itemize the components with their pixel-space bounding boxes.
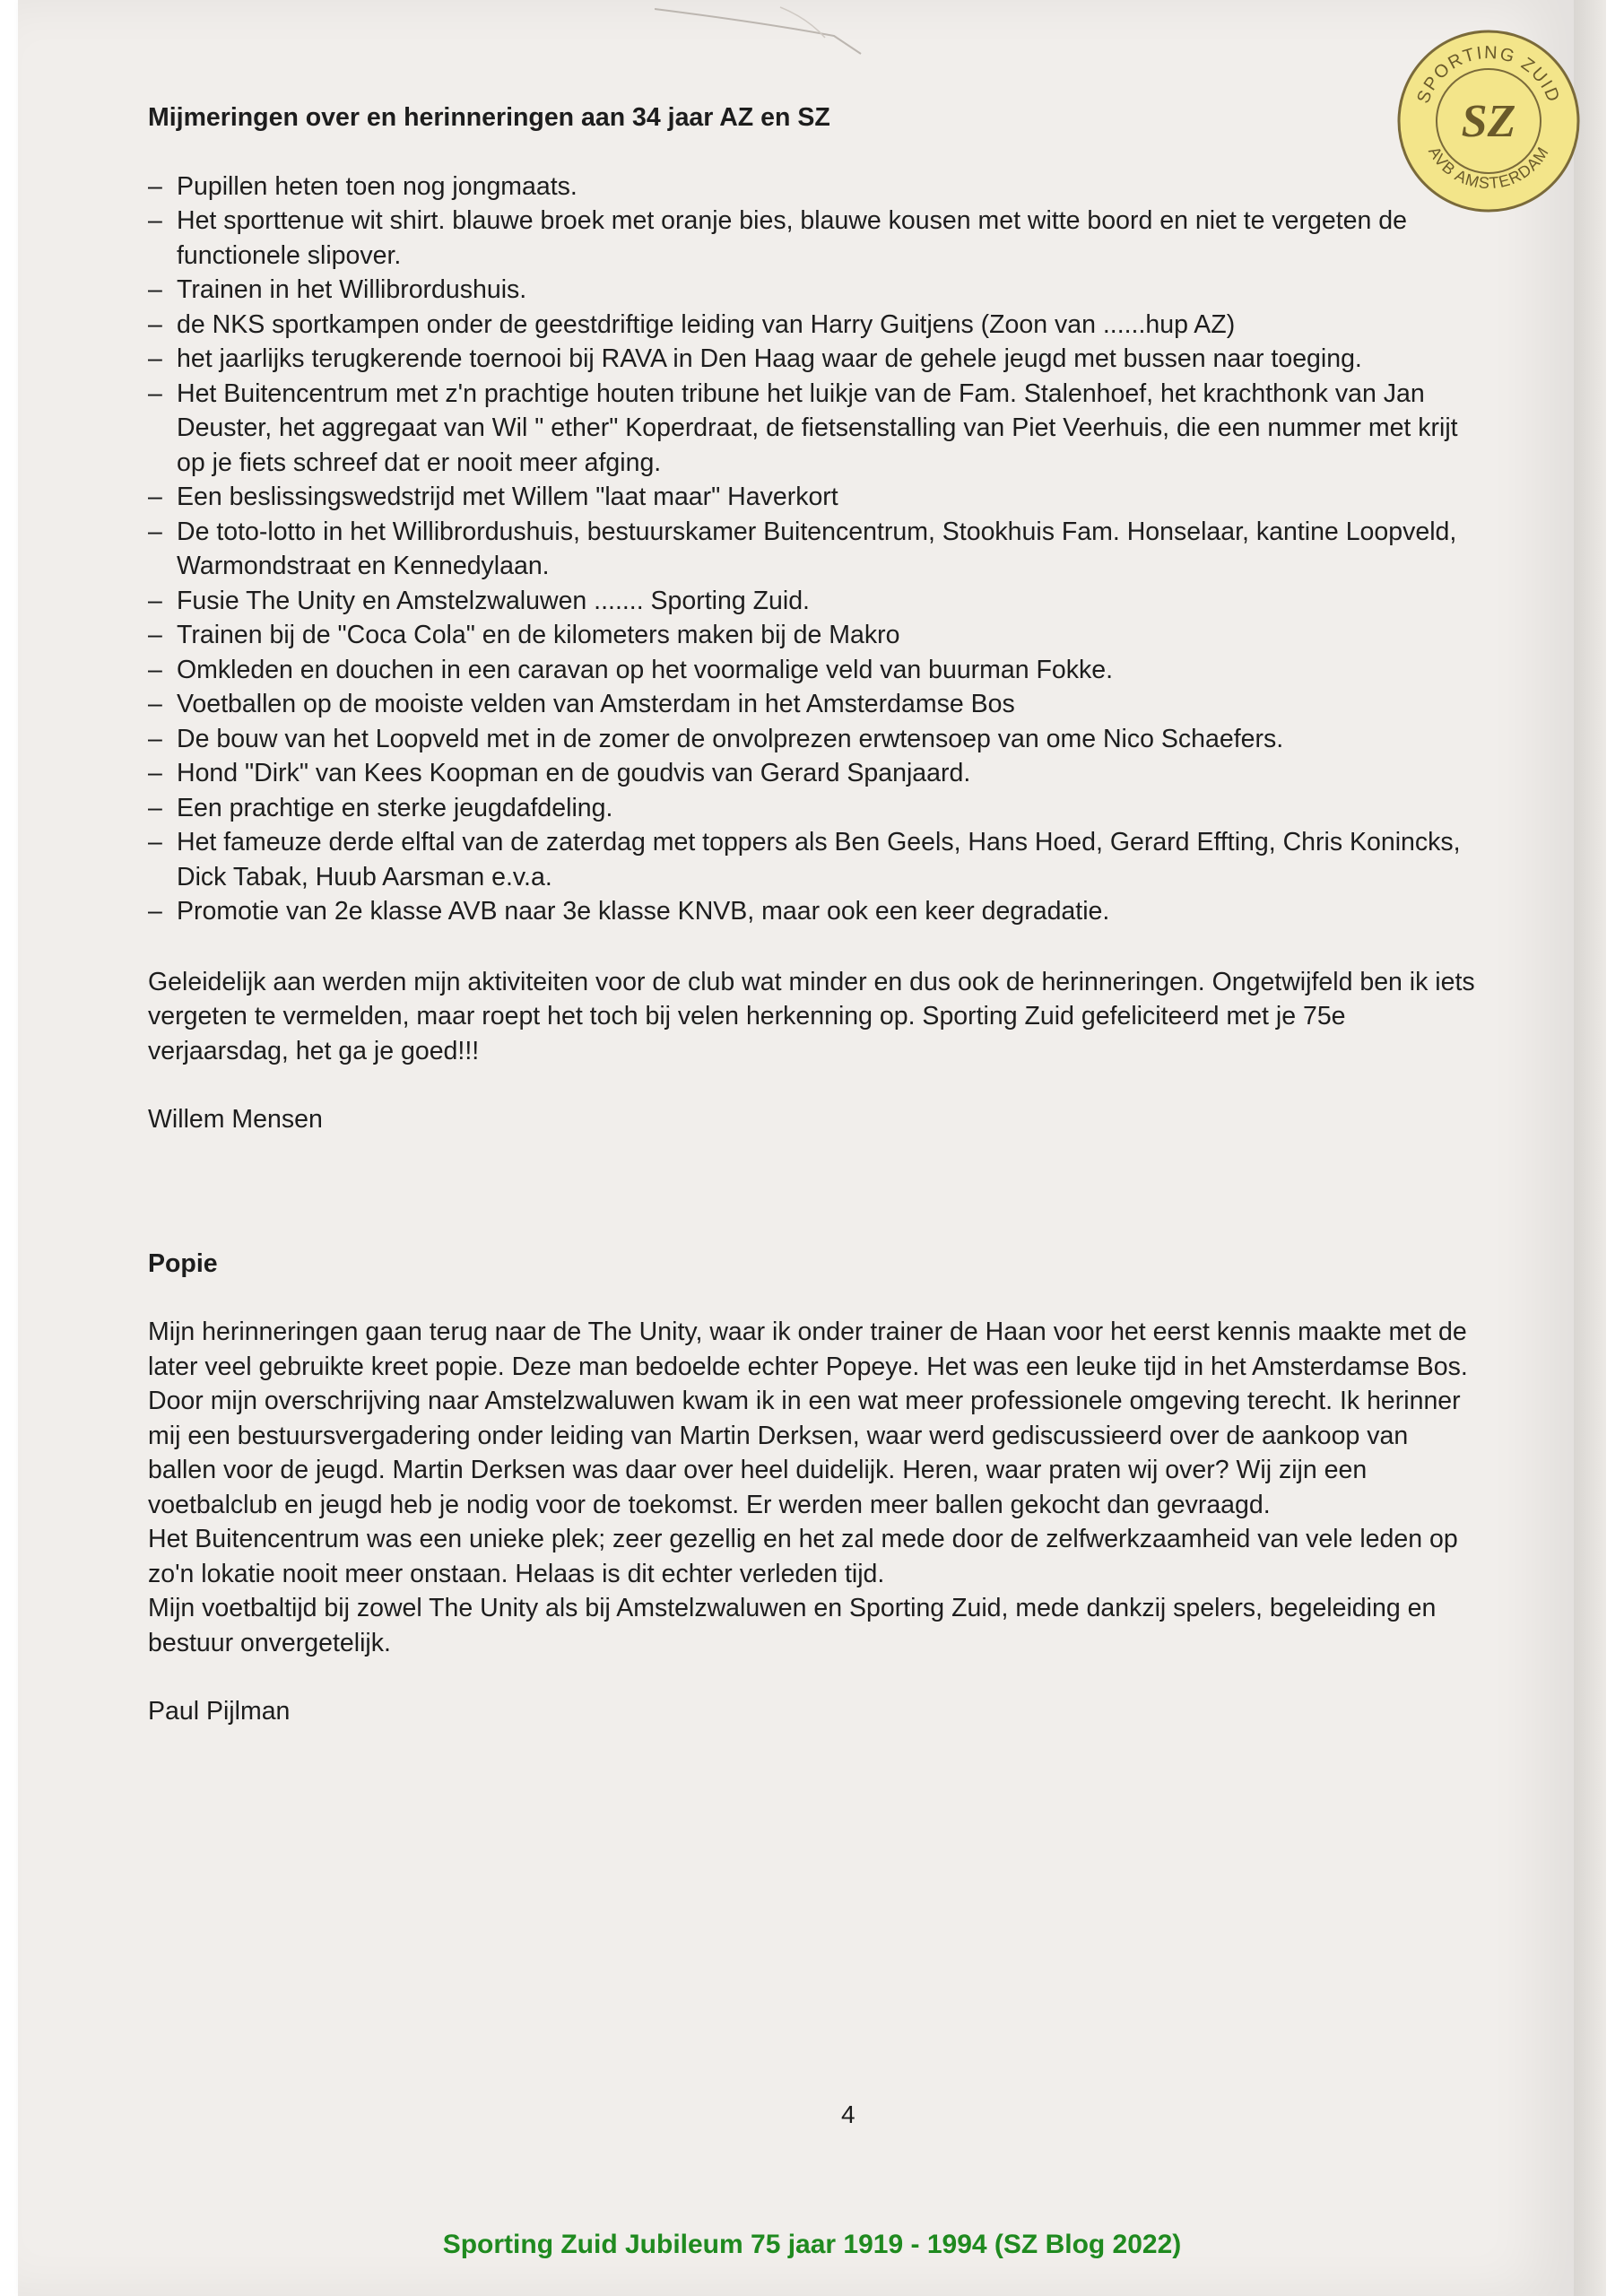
list-item: – Pupillen heten toen nog jongmaats.: [148, 170, 1480, 204]
list-item: – Fusie The Unity en Amstelzwaluwen ....... Sporting Zuid.: [148, 584, 1480, 619]
footer-caption: Sporting Zuid Jubileum 75 jaar 1919 - 1994 (SZ Blog 2022): [442, 2230, 1182, 2259]
list-item: – Het sporttenue wit shirt. blauwe broek met oranje bies, blauwe kousen met witte boord en niet te vergeten de functionele slipover.: [148, 204, 1480, 273]
page-number: 4: [841, 2100, 855, 2128]
list-item: – Voetballen op de mooiste velden van Amsterdam in het Amsterdamse Bos: [148, 687, 1480, 722]
section-heading-popie: Popie: [148, 1248, 218, 1278]
signature-willem: Willem Mensen: [148, 1105, 323, 1134]
list-item: – Hond "Dirk" van Kees Koopman en de goudvis van Gerard Spanjaard.: [148, 756, 1480, 791]
list-item: – Het fameuze derde elftal van de zaterdag met toppers als Ben Geels, Hans Hoed, Gerard Effting, Chris Konincks, Dick Tabak, Huub Aarsman e.v.a.: [148, 825, 1480, 894]
list-item: – Een beslissingswedstrijd met Willem "laat maar" Haverkort: [148, 480, 1480, 515]
closing-paragraph: Geleidelijk aan werden mijn aktiviteiten voor de club wat minder en dus ook de herinneringen. Ongetwijfeld ben ik iets vergeten te vermelden, maar roept het toch bij velen herkenning op. Sporting Zuid gefeliciteerd met je 75e verjaarsdag, het ga je goed!!!: [148, 967, 1475, 1065]
article-heading: Mijmeringen over en herinneringen aan 34 jaar AZ en SZ: [148, 103, 830, 132]
list-item: – Promotie van 2e klasse AVB naar 3e klasse KNVB, maar ook een keer degradatie.: [148, 894, 1480, 929]
stamp-center-text: SZ: [1461, 96, 1516, 147]
signature-paul: Paul Pijlman: [148, 1697, 291, 1726]
list-item: – Trainen in het Willibrordushuis.: [148, 273, 1480, 308]
list-item: – De bouw van het Loopveld met in de zomer de onvolprezen erwtensoep van ome Nico Schaefers.: [148, 722, 1480, 757]
page-fold-crease: [655, 0, 924, 63]
next-page-edge: [1574, 0, 1606, 2296]
popie-paragraph: Het Buitencentrum was een unieke plek; zeer gezellig en het zal mede door de zelfwerkzaamheid van vele leden op zo'n lokatie nooit meer onstaan. Helaas is dit echter verleden tijd.: [148, 1525, 1458, 1588]
list-item: – de NKS sportkampen onder de geestdriftige leiding van Harry Guitjens (Zoon van ......hup AZ): [148, 308, 1480, 343]
list-item: – Een prachtige en sterke jeugdafdeling.: [148, 791, 1480, 826]
list-item: – Het Buitencentrum met z'n prachtige houten tribune het luikje van de Fam. Stalenhoef, het krachthonk van Jan Deuster, het aggregaat van Wil " ether" Koperdraat, de fietsenstalling van Piet Veerhuis, die een nummer met krijt op je fiets schreef dat er nooit meer afging.: [148, 377, 1480, 481]
memories-list: [148, 170, 1480, 929]
article-body: [148, 100, 1480, 1729]
stamp-bottom-text: AVB AMSTERDAM: [1425, 143, 1553, 193]
popie-paragraph: Mijn herinneringen gaan terug naar de The Unity, waar ik onder trainer de Haan voor het eerst kennis maakte met de later veel gebruikte kreet popie. Deze man bedoelde echter Popeye. Het was een leuke tijd in het Amsterdamse Bos. Door mijn overschrijving naar Amstelzwaluwen kwam ik in een wat meer professionele omgeving terecht. Ik herinner mij een bestuursvergadering onder leiding van Martin Derksen, waar werd gediscussieerd over de aankoop van ballen voor de jeugd. Martin Derksen was daar over heel duidelijk. Heren, waar praten wij over? Wij zijn een voetbalclub en jeugd heb je nodig voor de toekomst. Er werden meer ballen gekocht dan gevraagd.: [148, 1318, 1468, 1519]
list-item: – Trainen bij de "Coca Cola" en de kilometers maken bij de Makro: [148, 618, 1480, 653]
stamp-top-text: SPORTING ZUID: [1413, 42, 1564, 107]
list-item: – Omkleden en douchen in een caravan op het voormalige veld van buurman Fokke.: [148, 653, 1480, 688]
popie-paragraph: Mijn voetbaltijd bij zowel The Unity als bij Amstelzwaluwen en Sporting Zuid, mede dankzij spelers, begeleiding en bestuur onvergetelijk.: [148, 1594, 1437, 1657]
list-item: – De toto-lotto in het Willibrordushuis, bestuurskamer Buitencentrum, Stookhuis Fam. Honselaar, kantine Loopveld, Warmondstraat en Kennedylaan.: [148, 515, 1480, 584]
list-item: – het jaarlijks terugkerende toernooi bij RAVA in Den Haag waar de gehele jeugd met bussen naar toeging.: [148, 342, 1480, 377]
